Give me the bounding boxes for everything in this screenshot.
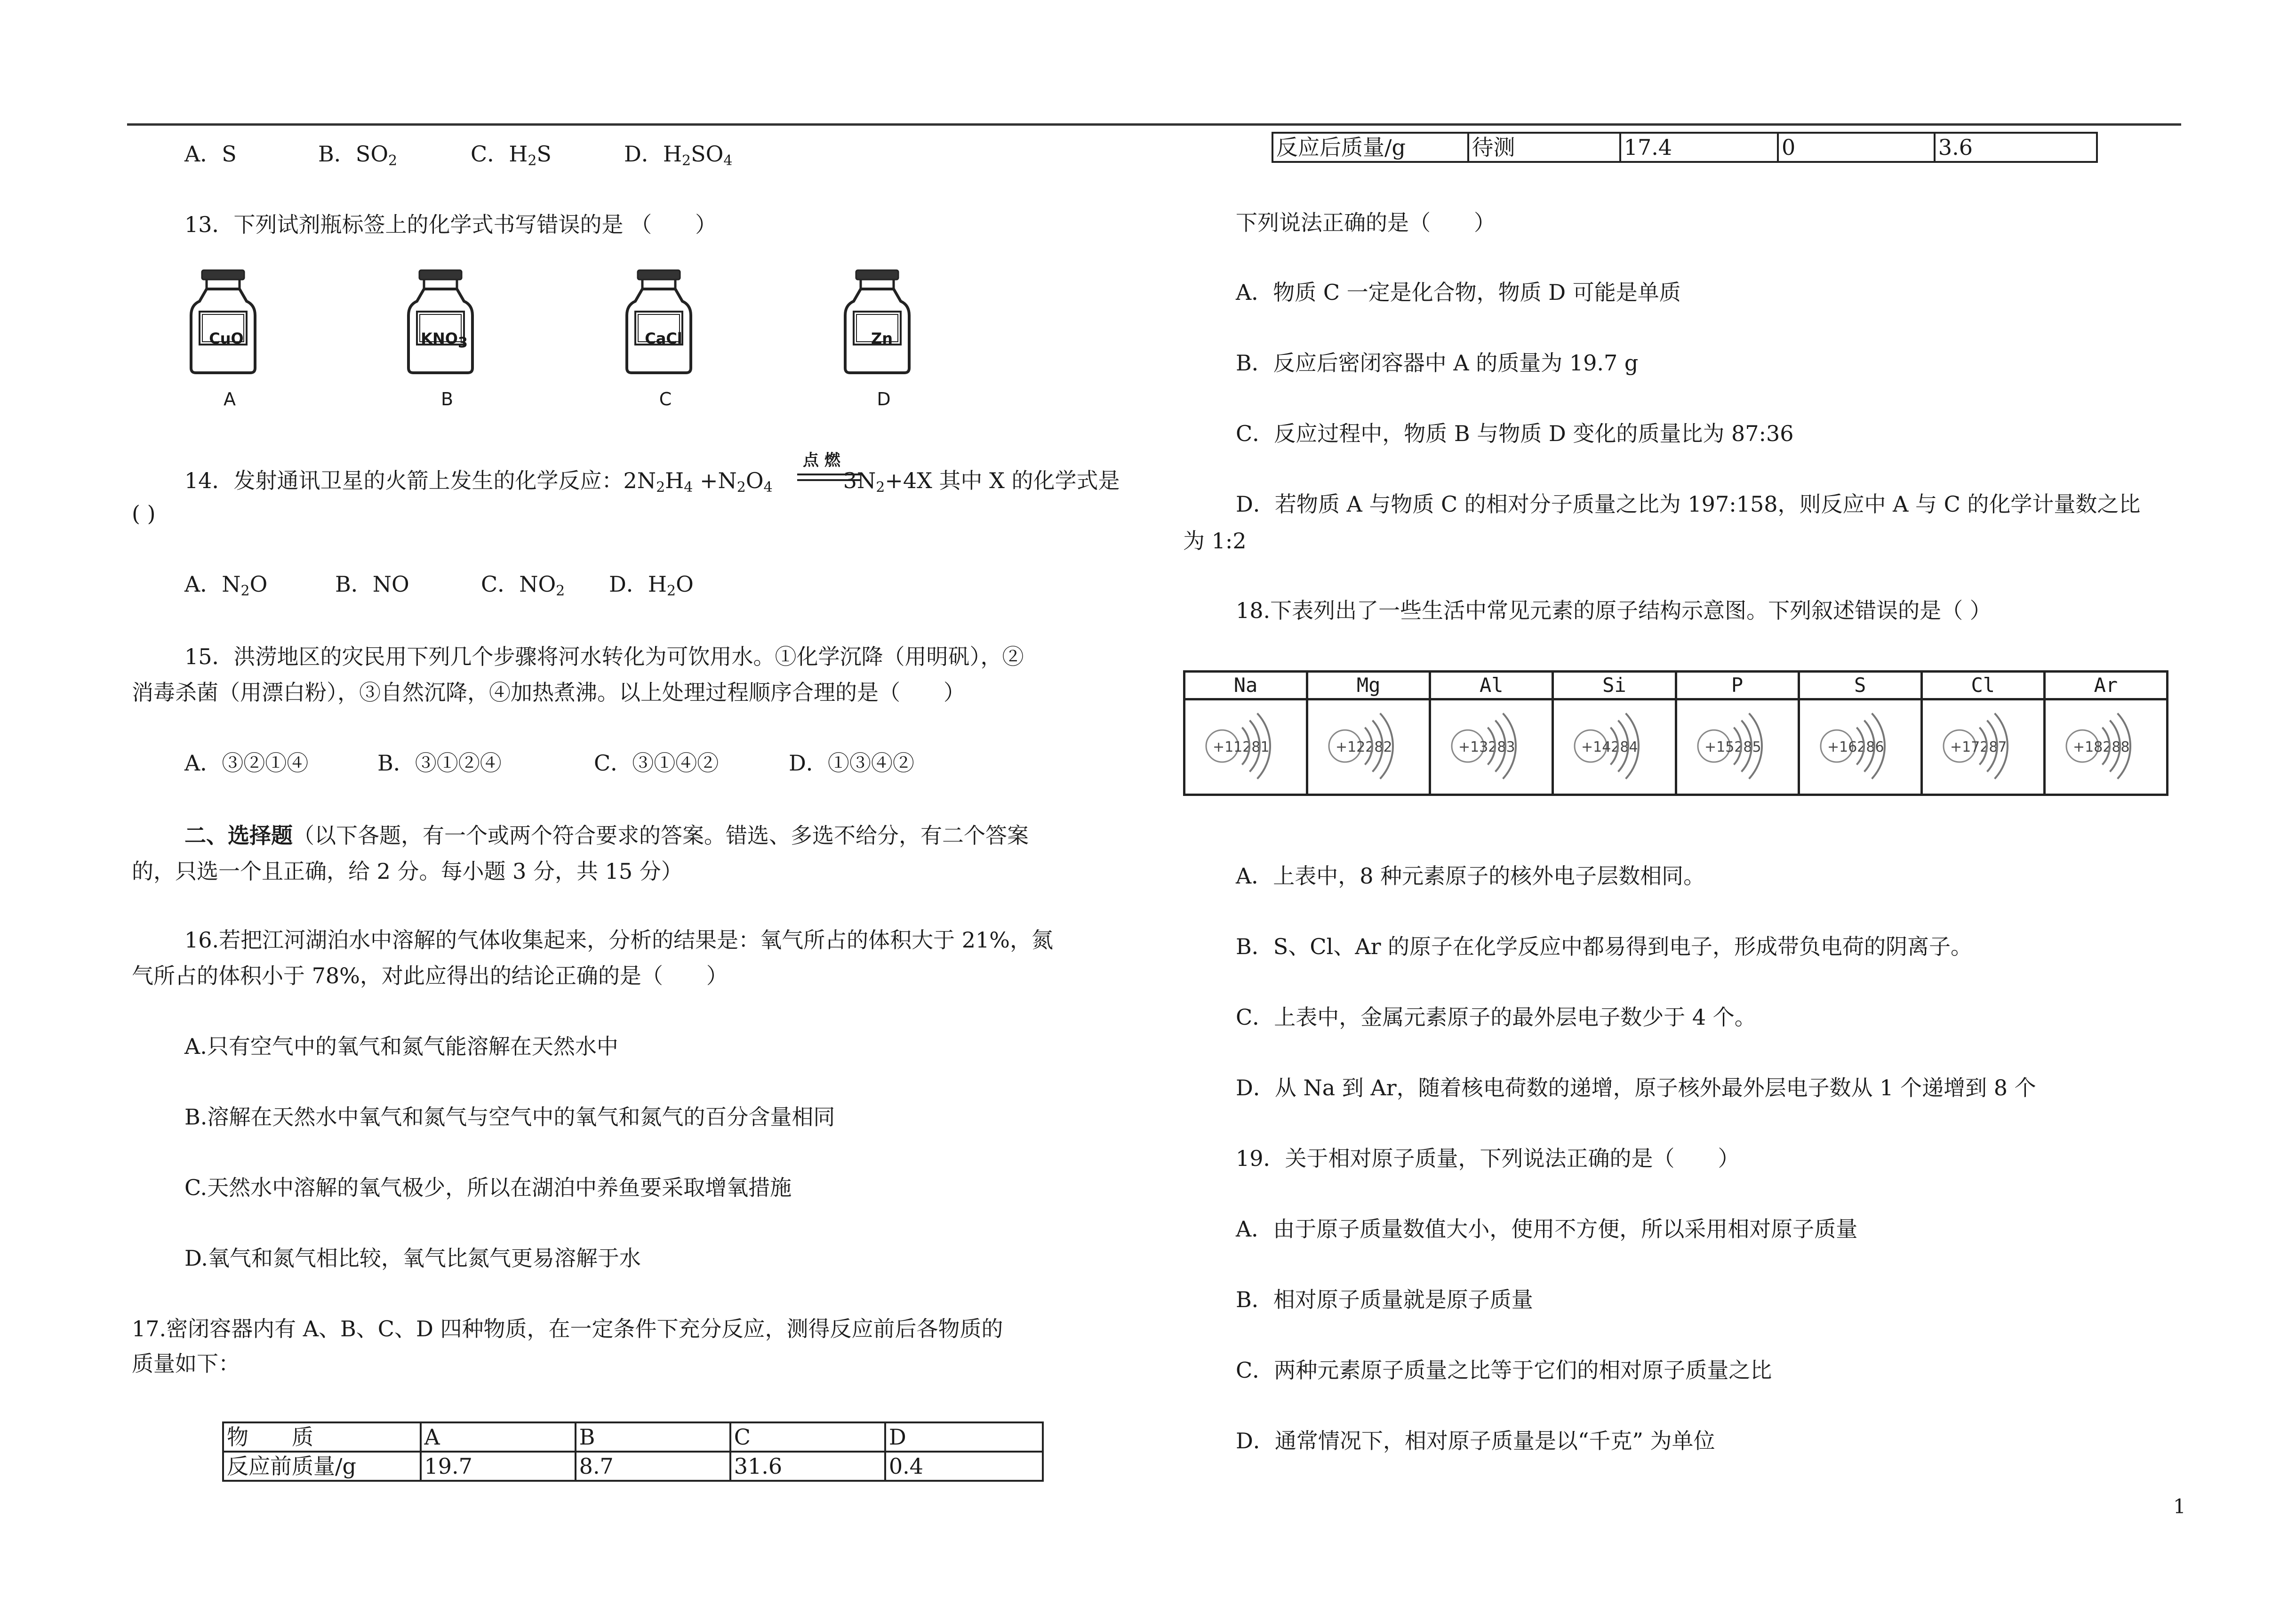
bottle-a-label: CuO (209, 329, 244, 347)
q15-line2: 消毒杀菌（用漂白粉），③自然沉降，④加热煮沸。以上处理过程顺序合理的是（ ） (132, 680, 965, 705)
section2-line1: 二、选择题（以下各题，有一个或两个符合要求的答案。错选、多选不给分，有二个答案 (184, 823, 1029, 848)
element-symbol: S (1799, 672, 1921, 699)
q19-option-d: D．通常情况下，相对原子质量是以“千克” 为单位 (1236, 1428, 1715, 1453)
table-cell: 3.6 (1935, 133, 2097, 162)
atom-structure-diagram (2054, 701, 2158, 791)
q16-line1: 16.若把江河湖泊水中溶解的气体收集起来，分析的结果是：氧气所占的体积大于 21%，氮 (184, 927, 1054, 953)
q17-line1: 17.密闭容器内有 A、B、C、D 四种物质，在一定条件下充分反应，测得反应前后各物质的 (132, 1316, 1003, 1341)
table-cell: 0.4 (885, 1452, 1043, 1481)
q16-option-c: C.天然水中溶解的氧气极少，所以在湖泊中养鱼要采取增氧措施 (184, 1175, 792, 1200)
q15-option-d: D．①③④② (789, 750, 914, 776)
q16-option-a: A.只有空气中的氧气和氮气能溶解在天然水中 (184, 1034, 618, 1059)
table-cell: C (730, 1422, 885, 1452)
bottle-d-label: Zn (871, 329, 893, 347)
atom-structure-diagram (1317, 701, 1420, 791)
q17-line2: 质量如下： (132, 1351, 240, 1376)
q17-option-c: C．反应过程中，物质 B 与物质 D 变化的质量比为 87:36 (1236, 421, 1794, 446)
atom-diagram-label: +13283 (1458, 739, 1515, 755)
atom-diagram-label: +12282 (1336, 739, 1392, 755)
bottle-a-letter: A (224, 389, 236, 410)
atom-structure-diagram (1808, 701, 1912, 791)
atom-structure-diagram (1440, 701, 1543, 791)
q14-option-c: C．$NO_2$ (481, 571, 565, 599)
table-cell: 0 (1778, 133, 1935, 162)
table-row (1272, 133, 2097, 162)
element-structure-table (1183, 670, 2168, 796)
q17-mass-table-continued (1272, 132, 2098, 163)
q14-option-b: B．NO (335, 571, 409, 597)
q14-option-a: A．$N_2O$ (184, 571, 268, 599)
q14-reaction-condition: 点 燃 (803, 451, 840, 470)
q18-option-b: B．S、Cl、Ar 的原子在化学反应中都易得到电子，形成带负电荷的阴离子。 (1236, 934, 1973, 959)
q14-stem-line2: ( ) (132, 501, 156, 526)
q18-option-c: C．上表中，金属元素原子的最外层电子数少于 4 个。 (1236, 1004, 1756, 1030)
q17-mass-table (222, 1421, 1044, 1482)
element-symbol: Mg (1307, 672, 1430, 699)
q15-option-a: A．③②①④ (184, 750, 309, 776)
q16-line2: 气所占的体积小于 78%，对此应得出的结论正确的是（ ） (132, 963, 728, 988)
table-cell: 反应后质量/g (1272, 133, 1468, 162)
element-symbol: Ar (2044, 672, 2167, 699)
bottle-c-letter: C (659, 389, 672, 410)
table-cell: 31.6 (730, 1452, 885, 1481)
atom-diagram-cell (1676, 699, 1799, 795)
atom-structure-diagram (1194, 701, 1297, 791)
table-cell: 待测 (1468, 133, 1620, 162)
q18-option-d: D．从 Na 到 Ar，随着核电荷数的递增，原子核外最外层电子数从 1 个递增到 8 个 (1236, 1075, 2036, 1100)
atom-structure-diagram (1562, 701, 1666, 791)
q19-option-b: B．相对原子质量就是原子质量 (1236, 1287, 1533, 1312)
q16-option-b: B.溶解在天然水中氧气和氮气与空气中的氧气和氮气的百分含量相同 (184, 1104, 835, 1130)
element-symbol: P (1676, 672, 1799, 699)
atom-diagram-cell (1430, 699, 1553, 795)
atom-diagram-cell (1921, 699, 2044, 795)
q12-option-d: D．$H_2SO_4$ (624, 141, 733, 169)
element-symbol: Cl (1921, 672, 2044, 699)
table-cell: D (885, 1422, 1043, 1452)
table-cell: 反应前质量/g (223, 1452, 421, 1481)
element-symbol-row (1184, 672, 2168, 699)
atom-diagram-label: +15285 (1704, 739, 1761, 755)
atom-diagram-cell (1184, 699, 1307, 795)
section2-line2: 的，只选一个且正确，给 2 分。每小题 3 分，共 15 分） (132, 859, 683, 884)
bottle-d-letter: D (877, 389, 891, 410)
page-number: 1 (2173, 1495, 2186, 1518)
bottle-c-icon (627, 270, 691, 373)
q14-equals-arrow (795, 471, 866, 485)
q17-question: 下列说法正确的是（ ） (1236, 210, 1496, 235)
atom-diagram-cell (1307, 699, 1430, 795)
q17-option-d: D．若物质 A 与物质 C 的相对分子质量之比为 197:158，则反应中 A 与 C 的化学计量数之比 (1236, 491, 2141, 517)
bottle-a-icon (191, 270, 255, 373)
bottle-c-label: CaCl (645, 329, 682, 347)
element-diagram-row (1184, 699, 2168, 795)
bottle-b-icon (408, 270, 472, 373)
q15-option-b: B．③①②④ (377, 750, 502, 776)
q19-stem: 19．关于相对原子质量，下列说法正确的是（ ） (1236, 1146, 1740, 1171)
table-cell: A (421, 1422, 576, 1452)
q14-stem: 14．发射通讯卫星的火箭上发生的化学反应：$2N_2H_4 +N_2O_4$ $3N_2+4X$ 其中 X 的化学式是 (184, 468, 1120, 496)
q18-option-a: A．上表中，8 种元素原子的核外电子层数相同。 (1236, 863, 1705, 889)
atom-structure-diagram (1686, 701, 1789, 791)
q17-option-d-line2: 为 1:2 (1183, 528, 1247, 554)
q14-option-d: D．$H_2O$ (609, 571, 694, 599)
atom-diagram-cell (1553, 699, 1676, 795)
atom-diagram-cell (2044, 699, 2167, 795)
atom-diagram-label: +14284 (1581, 739, 1639, 755)
table-row (223, 1452, 1043, 1481)
q15-option-c: C．③①④② (594, 750, 719, 776)
q12-option-c: C．$H_2S$ (471, 141, 552, 169)
table-cell: B (576, 1422, 730, 1452)
q17-option-a: A．物质 C 一定是化合物，物质 D 可能是单质 (1236, 280, 1681, 305)
q17-option-b: B．反应后密闭容器中 A 的质量为 19.7 g (1236, 350, 1639, 376)
table-cell: 17.4 (1620, 133, 1778, 162)
atom-diagram-label: +11281 (1213, 739, 1270, 755)
q16-option-d: D.氧气和氮气相比较，氧气比氮气更易溶解于水 (184, 1245, 641, 1271)
header-rule (127, 123, 2181, 126)
bottle-d-icon (845, 270, 909, 373)
section2-title: 二、选择题 (184, 823, 293, 848)
table-cell: 19.7 (421, 1452, 576, 1481)
atom-diagram-label: +18288 (2072, 739, 2130, 755)
q12-option-a: A．S (184, 141, 237, 167)
element-symbol: Na (1184, 672, 1307, 699)
atom-diagram-cell (1799, 699, 1921, 795)
atom-structure-diagram (1931, 701, 2035, 791)
element-symbol: Al (1430, 672, 1553, 699)
q15-line1: 15．洪涝地区的灾民用下列几个步骤将河水转化为可饮用水。①化学沉降（用明矾），② (184, 644, 1024, 669)
q12-option-b: B．$SO_2$ (318, 141, 398, 169)
table-cell: 8.7 (576, 1452, 730, 1481)
q19-option-c: C．两种元素原子质量之比等于它们的相对原子质量之比 (1236, 1357, 1772, 1383)
q19-option-a: A．由于原子质量数值大小，使用不方便，所以采用相对原子质量 (1236, 1216, 1858, 1242)
table-row (223, 1422, 1043, 1452)
q18-stem: 18.下表列出了一些生活中常见元素的原子结构示意图。下列叙述错误的是（ ） (1236, 598, 1992, 623)
bottle-b-label: $KNO_3$ (421, 329, 468, 351)
q13-stem: 13．下列试剂瓶标签上的化学式书写错误的是 （ ） (184, 212, 717, 237)
element-symbol: Si (1553, 672, 1676, 699)
bottle-b-letter: B (440, 389, 454, 410)
atom-diagram-label: +16286 (1827, 739, 1884, 755)
atom-diagram-label: +17287 (1950, 739, 2007, 755)
table-cell: 物 质 (223, 1422, 421, 1452)
